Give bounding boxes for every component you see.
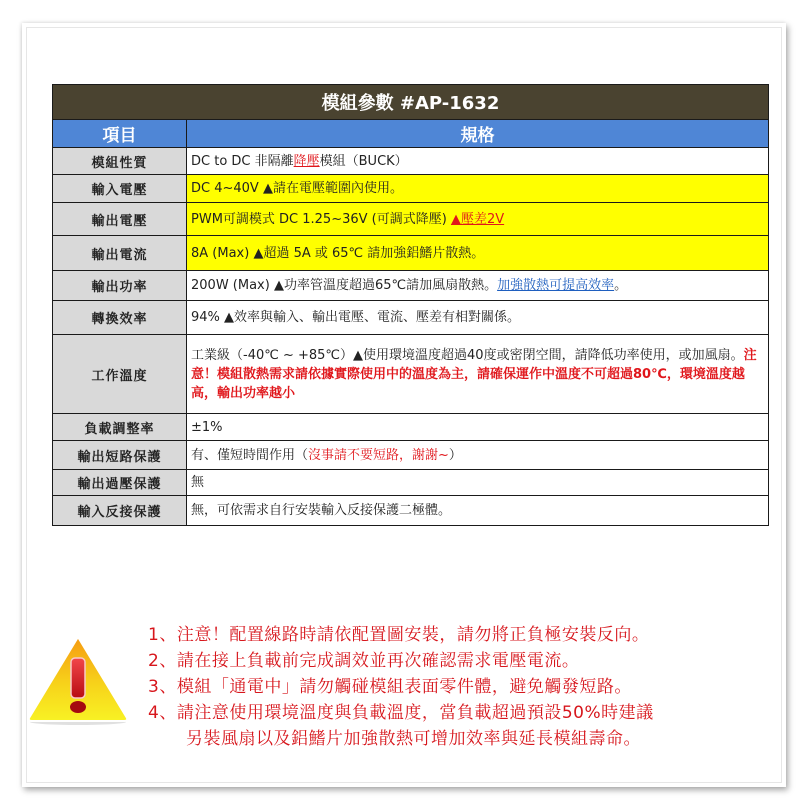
value-text: 。 — [614, 278, 628, 293]
row-value: 無，可依需求自行安裝輸入反接保護二極體。 — [187, 496, 769, 526]
table-row — [53, 271, 769, 301]
value-text: ） — [448, 447, 462, 463]
header-spec: 規格 — [187, 120, 769, 148]
value-warning: 沒事請不要短路，謝謝~ — [308, 447, 449, 463]
row-label: 模組性質 — [53, 148, 187, 175]
row-value — [187, 203, 769, 236]
note-item: 2、請在接上負載前完成調效並再次確認需求電壓電流。 — [148, 651, 580, 671]
efficiency-link[interactable]: 加強散熱可提高效率 — [497, 278, 615, 293]
row-value: 94% ▲效率與輸入、輸出電壓、電流、壓差有相對關係。 — [187, 301, 769, 335]
row-value: 8A (Max) ▲超過 5A 或 65℃ 請加強鋁鰭片散熱。 — [187, 236, 769, 271]
row-value — [187, 148, 769, 175]
value-text: DC to DC 非隔離 — [191, 153, 294, 169]
value-text: PWM可調模式 DC 1.25~36V (可調式降壓) — [191, 211, 451, 227]
table-row — [53, 496, 769, 526]
table-row — [53, 301, 769, 335]
value-text: 工業級（-40℃ ~ +85℃）▲使用環境溫度超過40度或密閉空間，請降低功率使用，或加風扇。 — [191, 347, 744, 363]
row-label: 負載調整率 — [53, 414, 187, 441]
table-title-row — [53, 85, 769, 120]
row-label: 工作溫度 — [53, 335, 187, 414]
row-value: ±1% — [187, 414, 769, 441]
table-title: 模組參數 #AP-1632 — [53, 85, 769, 120]
table-row — [53, 414, 769, 441]
warning-notes — [148, 622, 654, 752]
spec-table — [52, 84, 769, 526]
warning-triangle-icon — [26, 634, 130, 726]
header-item: 項目 — [53, 120, 187, 148]
row-label: 輸出功率 — [53, 271, 187, 301]
table-row — [53, 148, 769, 175]
table-row — [53, 175, 769, 203]
row-label: 輸入反接保護 — [53, 496, 187, 526]
table-row — [53, 470, 769, 496]
table-row — [53, 203, 769, 236]
value-text: 200W (Max) ▲功率管溫度超過65℃請加風扇散熱。 — [191, 278, 498, 293]
row-value — [187, 441, 769, 470]
row-label: 輸出電壓 — [53, 203, 187, 236]
row-label: 輸入電壓 — [53, 175, 187, 203]
row-value — [187, 335, 769, 414]
table-row — [53, 335, 769, 414]
value-text: 有、僅短時間作用（ — [191, 447, 309, 463]
row-value — [187, 271, 769, 301]
row-label: 輸出過壓保護 — [53, 470, 187, 496]
row-label: 轉換效率 — [53, 301, 187, 335]
note-item-continuation: 另裝風扇以及鋁鰭片加強散熱可增加效率與延長模組壽命。 — [186, 729, 641, 749]
table-header-row — [53, 120, 769, 148]
table-row — [53, 236, 769, 271]
table-row — [53, 441, 769, 470]
note-item: 1、注意！配置線路時請依配置圖安裝，請勿將正負極安裝反向。 — [148, 625, 650, 645]
note-item: 4、請注意使用環境溫度與負載溫度，當負載超過預設50%時建議 — [148, 703, 654, 723]
value-highlight: ▲壓差2V — [450, 211, 505, 227]
value-text: 模組（BUCK） — [319, 153, 408, 169]
row-label: 輸出短路保護 — [53, 441, 187, 470]
value-warning: 注意！模組散熱需求請依據實際使用中的溫度為主，請確保運作中溫度不可超過80℃，環境溫度越高，輸出功率越小 — [191, 347, 757, 401]
row-value: 無 — [187, 470, 769, 496]
note-item: 3、模組「通電中」請勿觸碰模組表面零件體，避免觸發短路。 — [148, 677, 632, 697]
value-highlight: 降壓 — [293, 153, 320, 169]
row-label: 輸出電流 — [53, 236, 187, 271]
row-value: DC 4~40V ▲請在電壓範圍內使用。 — [187, 175, 769, 203]
